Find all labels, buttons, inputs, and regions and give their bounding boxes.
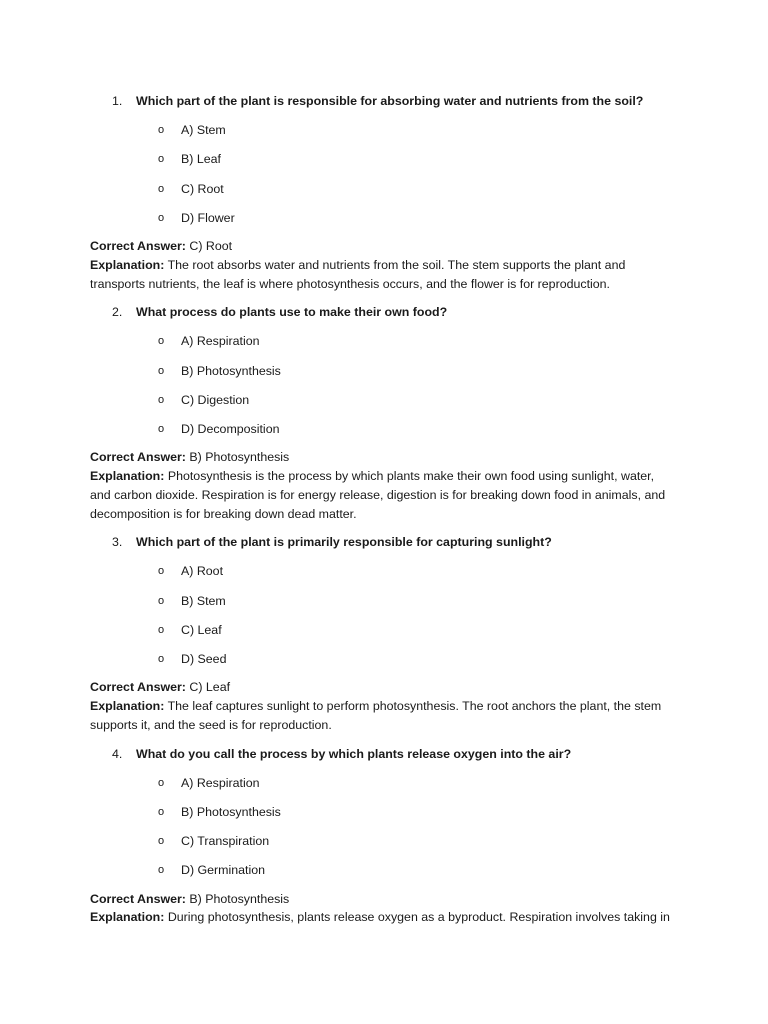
bullet-icon: o: [158, 393, 165, 406]
list-item: o C) Root: [90, 180, 690, 209]
options-list: [90, 332, 690, 449]
bullet-icon: o: [158, 211, 165, 224]
options-list: [90, 121, 690, 238]
options-list: [90, 562, 690, 679]
explanation: Explanation: Photosynthesis is the process by which plants make their own food using sunlight, water, and carbon dioxide. Respiration is for energy release, digestion is for breaking down food in animals, and decomposition is for breaking down dead matter.: [90, 469, 666, 521]
correct-answer: Correct Answer: B) Photosynthesis: [90, 450, 290, 465]
answer-block: [90, 678, 690, 734]
question-text: 2. What process do plants use to make their own food?: [90, 303, 690, 322]
question-block-4: [90, 745, 690, 928]
question-block-3: [90, 533, 690, 734]
question-text: 1. Which part of the plant is responsible for absorbing water and nutrients from the soil?: [90, 92, 690, 111]
list-item: o C) Leaf: [90, 621, 690, 650]
correct-answer: Correct Answer: B) Photosynthesis: [90, 891, 290, 906]
list-item: o D) Germination: [90, 861, 690, 890]
correct-answer: Correct Answer: C) Leaf: [90, 680, 231, 695]
bullet-icon: o: [158, 565, 165, 578]
options-list: [90, 774, 690, 891]
question-number: 2.: [112, 305, 123, 320]
bullet-icon: o: [158, 835, 165, 848]
answer-block: [90, 237, 690, 293]
bullet-icon: o: [158, 153, 165, 166]
answer-block: [90, 890, 690, 927]
document-page: [90, 92, 690, 937]
list-item: o D) Decomposition: [90, 420, 690, 449]
question-number: 1.: [112, 94, 123, 108]
question-text: 4. What do you call the process by which plants release oxygen into the air?: [90, 745, 690, 764]
question-block-2: [90, 303, 690, 523]
list-item: o B) Photosynthesis: [90, 362, 690, 391]
bullet-icon: o: [158, 182, 165, 195]
bullet-icon: o: [158, 805, 165, 818]
list-item: o D) Flower: [90, 209, 690, 238]
list-item: o B) Leaf: [90, 150, 690, 179]
question-number: 3.: [112, 535, 123, 550]
list-item: o A) Respiration: [90, 332, 690, 361]
bullet-icon: o: [158, 594, 165, 607]
question-number: 4.: [112, 746, 123, 761]
bullet-icon: o: [158, 124, 165, 136]
answer-block: [90, 448, 690, 523]
bullet-icon: o: [158, 335, 165, 348]
list-item: o A) Root: [90, 562, 690, 591]
correct-answer: Correct Answer: C) Root: [90, 239, 233, 254]
explanation: Explanation: During photosynthesis, plants release oxygen as a byproduct. Respiration involves taking in: [90, 910, 670, 925]
list-item: o D) Seed: [90, 650, 690, 679]
explanation: Explanation: The leaf captures sunlight to perform photosynthesis. The root anchors the plant, the stem supports it, and the seed is for reproduction.: [90, 699, 662, 732]
bullet-icon: o: [158, 423, 165, 436]
list-item: o C) Transpiration: [90, 832, 690, 861]
list-item: o B) Stem: [90, 592, 690, 621]
bullet-icon: o: [158, 623, 165, 636]
bullet-icon: o: [158, 653, 165, 666]
question-block-1: [90, 92, 690, 293]
explanation: Explanation: The root absorbs water and nutrients from the soil. The stem supports the plant and transports nutrients, the leaf is where photosynthesis occurs, and the flower is for reproduction.: [90, 257, 626, 291]
list-item: o A) Stem: [90, 121, 690, 150]
list-item: o A) Respiration: [90, 774, 690, 803]
list-item: o B) Photosynthesis: [90, 803, 690, 832]
bullet-icon: o: [158, 864, 165, 877]
bullet-icon: o: [158, 776, 165, 789]
question-text: 3. Which part of the plant is primarily responsible for capturing sunlight?: [90, 533, 690, 552]
bullet-icon: o: [158, 364, 165, 377]
list-item: o C) Digestion: [90, 391, 690, 420]
